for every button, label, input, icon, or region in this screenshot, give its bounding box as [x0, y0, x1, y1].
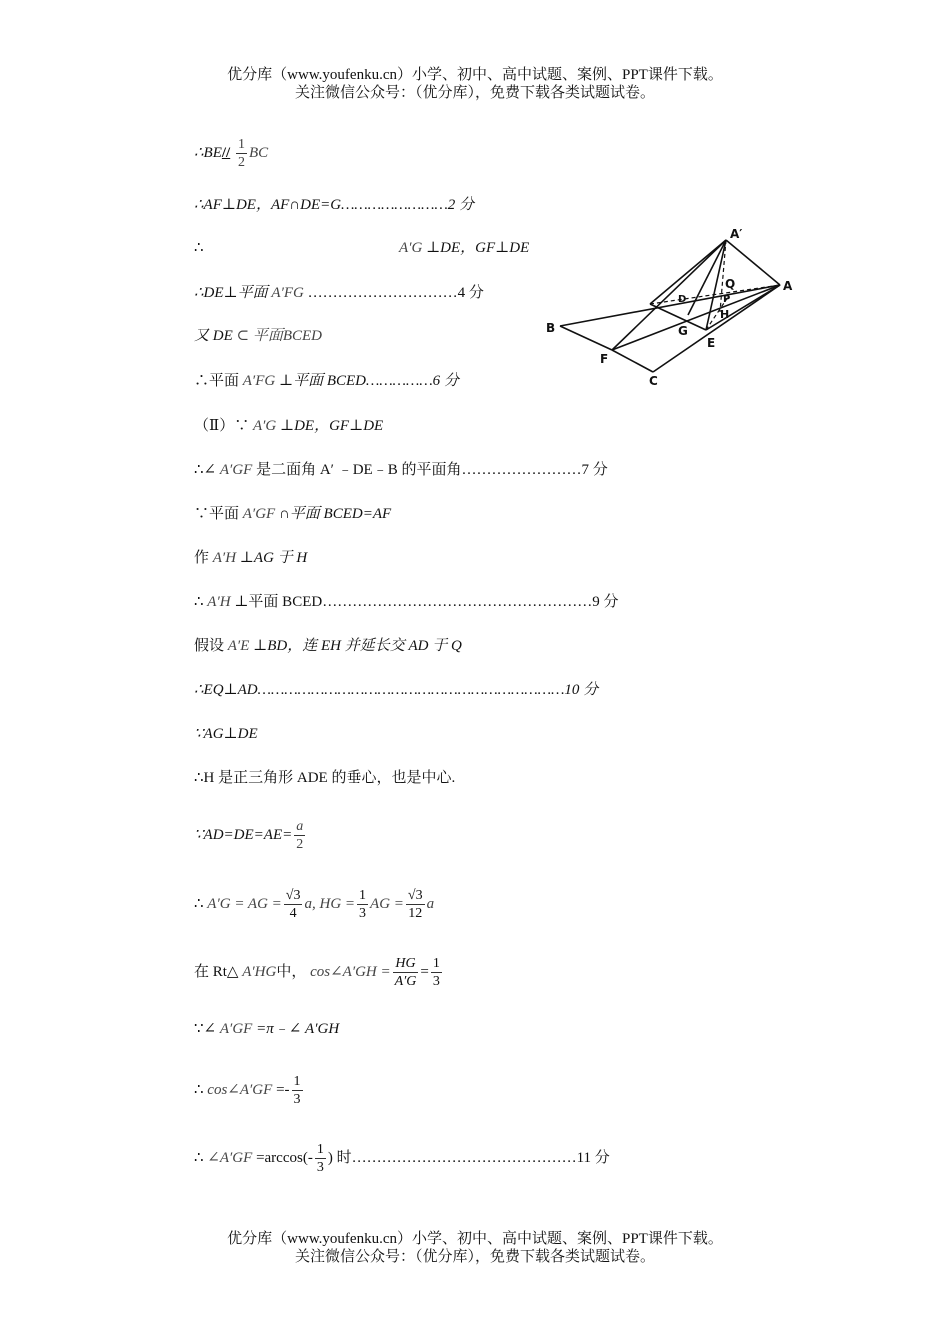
- parallel-equal-sign: //: [221, 144, 231, 161]
- line-18-prefix: 在 Rt△: [194, 963, 239, 980]
- line-12-prefix: 假设: [194, 638, 225, 654]
- footer-line-2: 关注微信公众号：（优分库），免费下载各类试题试卷。: [294, 1249, 655, 1265]
- line-8-rest: 是二面角 A′ ﹣DE﹣B 的平面角……………………7 分: [256, 462, 608, 478]
- line-6-rest: ⊥平面 BCED……………6 分: [278, 373, 459, 389]
- fraction-numerator: √3: [285, 888, 301, 903]
- line-9: [194, 504, 391, 524]
- header-line-1: 优分库（www.youfenku.cn）小学、初中、高中试题、案例、PPT课件下载。: [227, 67, 723, 83]
- fraction-denominator: 3: [359, 906, 367, 921]
- line-19-expr: A′GF: [219, 1021, 253, 1037]
- label-G: G: [678, 324, 688, 338]
- line-16: [194, 818, 307, 853]
- line-3-rest: ⊥DE，GF⊥DE: [426, 240, 530, 256]
- line-12-rest: ⊥BD，连 EH 并延长交 AD 于 Q: [253, 638, 462, 654]
- footer-line-1: 优分库（www.youfenku.cn）小学、初中、高中试题、案例、PPT课件下载。: [227, 1231, 723, 1247]
- fraction-a-over-2: [294, 818, 305, 853]
- line-4-prefix: ∴DE⊥平面: [194, 285, 268, 301]
- fraction-denominator: A′G: [394, 974, 417, 989]
- line-6: [194, 371, 459, 391]
- line-10: [194, 548, 307, 568]
- line-18-expr: A′HG: [242, 963, 277, 980]
- line-10-prefix: 作: [194, 550, 210, 566]
- line-9-rest: ∩平面 BCED=AF: [278, 506, 392, 522]
- line-5-prefix: 又 DE: [194, 328, 233, 344]
- line-8-expr: A′GF: [219, 462, 253, 478]
- label-A: A: [783, 279, 793, 293]
- fraction-numerator: 1: [359, 888, 367, 903]
- edge-FC: [612, 350, 653, 372]
- edge-BF: [560, 326, 612, 350]
- fraction-numerator: 1: [293, 1074, 301, 1089]
- line-18-cos: cos∠A′GH =: [310, 963, 391, 980]
- label-A-prime: A′: [730, 227, 743, 241]
- fraction-denominator: 3: [432, 974, 440, 989]
- line-17-part-3: AG =: [370, 895, 404, 912]
- line-20: [194, 1073, 305, 1108]
- line-3-prefix: ∴: [194, 240, 204, 256]
- line-6-expr: A′FG: [242, 373, 276, 389]
- line-12: [194, 636, 462, 656]
- line-5: [194, 326, 322, 346]
- line-3-expr: A′G: [399, 240, 423, 256]
- fraction-denominator: 3: [316, 1160, 324, 1175]
- fraction-numerator: 1: [237, 137, 245, 152]
- line-18-mid: 中，: [276, 963, 307, 980]
- fraction-numerator: HG: [393, 955, 419, 973]
- line-17-part-4: a: [426, 895, 435, 912]
- line-7-prefix: （Ⅱ）∵: [194, 418, 250, 434]
- line-18-eq: =: [420, 963, 429, 980]
- fraction-sqrt3-over-12: [406, 887, 425, 922]
- line-13: ∴EQ⊥AD……………………………………………………………10 分: [194, 682, 599, 698]
- line-11-expr: A′H: [207, 594, 231, 610]
- line-21-tail: ) 时………………………………………11 分: [327, 1149, 610, 1166]
- label-E: E: [707, 336, 716, 350]
- label-Q: Q: [725, 277, 736, 291]
- fraction-sqrt3-over-4: [284, 887, 303, 922]
- line-17-part-2: a, HG =: [304, 895, 356, 912]
- fraction-denominator: 3: [293, 1092, 301, 1107]
- line-10-rest: ⊥AG 于 H: [239, 550, 308, 566]
- line-4-rest: …………………………4 分: [307, 285, 484, 301]
- line-11: [194, 592, 618, 612]
- line-8-prefix: ∴∠: [194, 462, 217, 478]
- line-4: [194, 283, 484, 303]
- line-9-prefix: ∵平面: [194, 506, 240, 522]
- label-D: D: [678, 294, 687, 305]
- line-7: [194, 416, 383, 436]
- page-footer: [0, 1230, 950, 1266]
- label-B: B: [546, 321, 556, 335]
- fraction-one-third: [315, 1141, 326, 1176]
- line-20-prefix: ∴: [194, 1081, 204, 1098]
- line-18: [194, 955, 444, 990]
- line-21: [194, 1141, 610, 1176]
- line-17: [194, 887, 434, 922]
- line-21-expr: ∠A′GF: [207, 1149, 253, 1166]
- line-17-part-1: A′G = AG =: [207, 895, 282, 912]
- fraction-numerator: a: [296, 819, 304, 834]
- fraction-one-third: [357, 887, 368, 922]
- label-F: F: [600, 352, 609, 366]
- line-1: [194, 136, 268, 171]
- page-header: [0, 66, 950, 102]
- line-1-prefix: ∴BE: [194, 144, 222, 161]
- line-1-suffix: BC: [248, 144, 269, 161]
- line-7-expr: A′G: [252, 418, 277, 434]
- fraction-numerator: √3: [407, 888, 423, 903]
- edge-CA: [653, 285, 780, 372]
- line-11-prefix: ∴: [194, 594, 204, 610]
- line-7-rest: ⊥DE，GF⊥DE: [279, 418, 384, 434]
- fraction-denominator: 2: [237, 155, 245, 170]
- header-line-2: 关注微信公众号：（优分库），免费下载各类试题试卷。: [294, 85, 655, 101]
- line-3: [194, 238, 529, 258]
- fraction-one-third: [292, 1073, 303, 1108]
- line-20-rest: =-: [276, 1081, 290, 1098]
- fraction-hg-over-ag: [393, 955, 419, 990]
- line-12-expr: A′E: [227, 638, 250, 654]
- fraction-denominator: 2: [296, 837, 304, 852]
- line-19-rest: =π﹣∠: [256, 1021, 302, 1037]
- line-20-cos: cos∠A′GF: [207, 1081, 273, 1098]
- line-4-expr: A′FG: [271, 285, 304, 301]
- line-14: ∵AG⊥DE: [194, 726, 258, 742]
- line-2: ∴AF⊥DE，AF∩DE=G……………………2 分: [194, 197, 475, 213]
- fraction-one-third: [431, 955, 442, 990]
- line-5-expr: ⊂ 平面BCED: [236, 328, 322, 344]
- line-11-rest: ⊥平面 BCED………………………………………………9 分: [234, 594, 619, 610]
- fraction-one-half: [236, 136, 247, 171]
- label-H: H: [720, 308, 730, 321]
- line-16-prefix: ∵AD=DE=AE=: [194, 826, 293, 843]
- fraction-denominator: 4: [289, 906, 297, 921]
- fraction-denominator: 12: [408, 906, 423, 921]
- label-P: P: [723, 294, 731, 305]
- line-8: [194, 460, 608, 480]
- edge-FA: [612, 285, 780, 350]
- line-10-expr: A′H: [212, 550, 237, 566]
- line-6-prefix: ∴平面: [194, 373, 240, 389]
- line-19: [194, 1019, 339, 1039]
- line-19-prefix: ∵∠: [194, 1021, 217, 1037]
- line-15: ∴H 是正三角形 ADE 的垂心，也是中心.: [194, 770, 456, 786]
- label-C: C: [649, 374, 658, 388]
- fraction-numerator: 1: [432, 956, 440, 971]
- fraction-numerator: 1: [316, 1142, 324, 1157]
- line-17-prefix: ∴: [194, 895, 204, 912]
- line-19-expr-2: A′GH: [305, 1021, 340, 1037]
- line-9-expr: A′GF: [242, 506, 276, 522]
- geometry-figure: [540, 222, 810, 394]
- line-21-prefix: ∴: [194, 1149, 204, 1166]
- line-21-rest: =arccos(-: [256, 1149, 313, 1166]
